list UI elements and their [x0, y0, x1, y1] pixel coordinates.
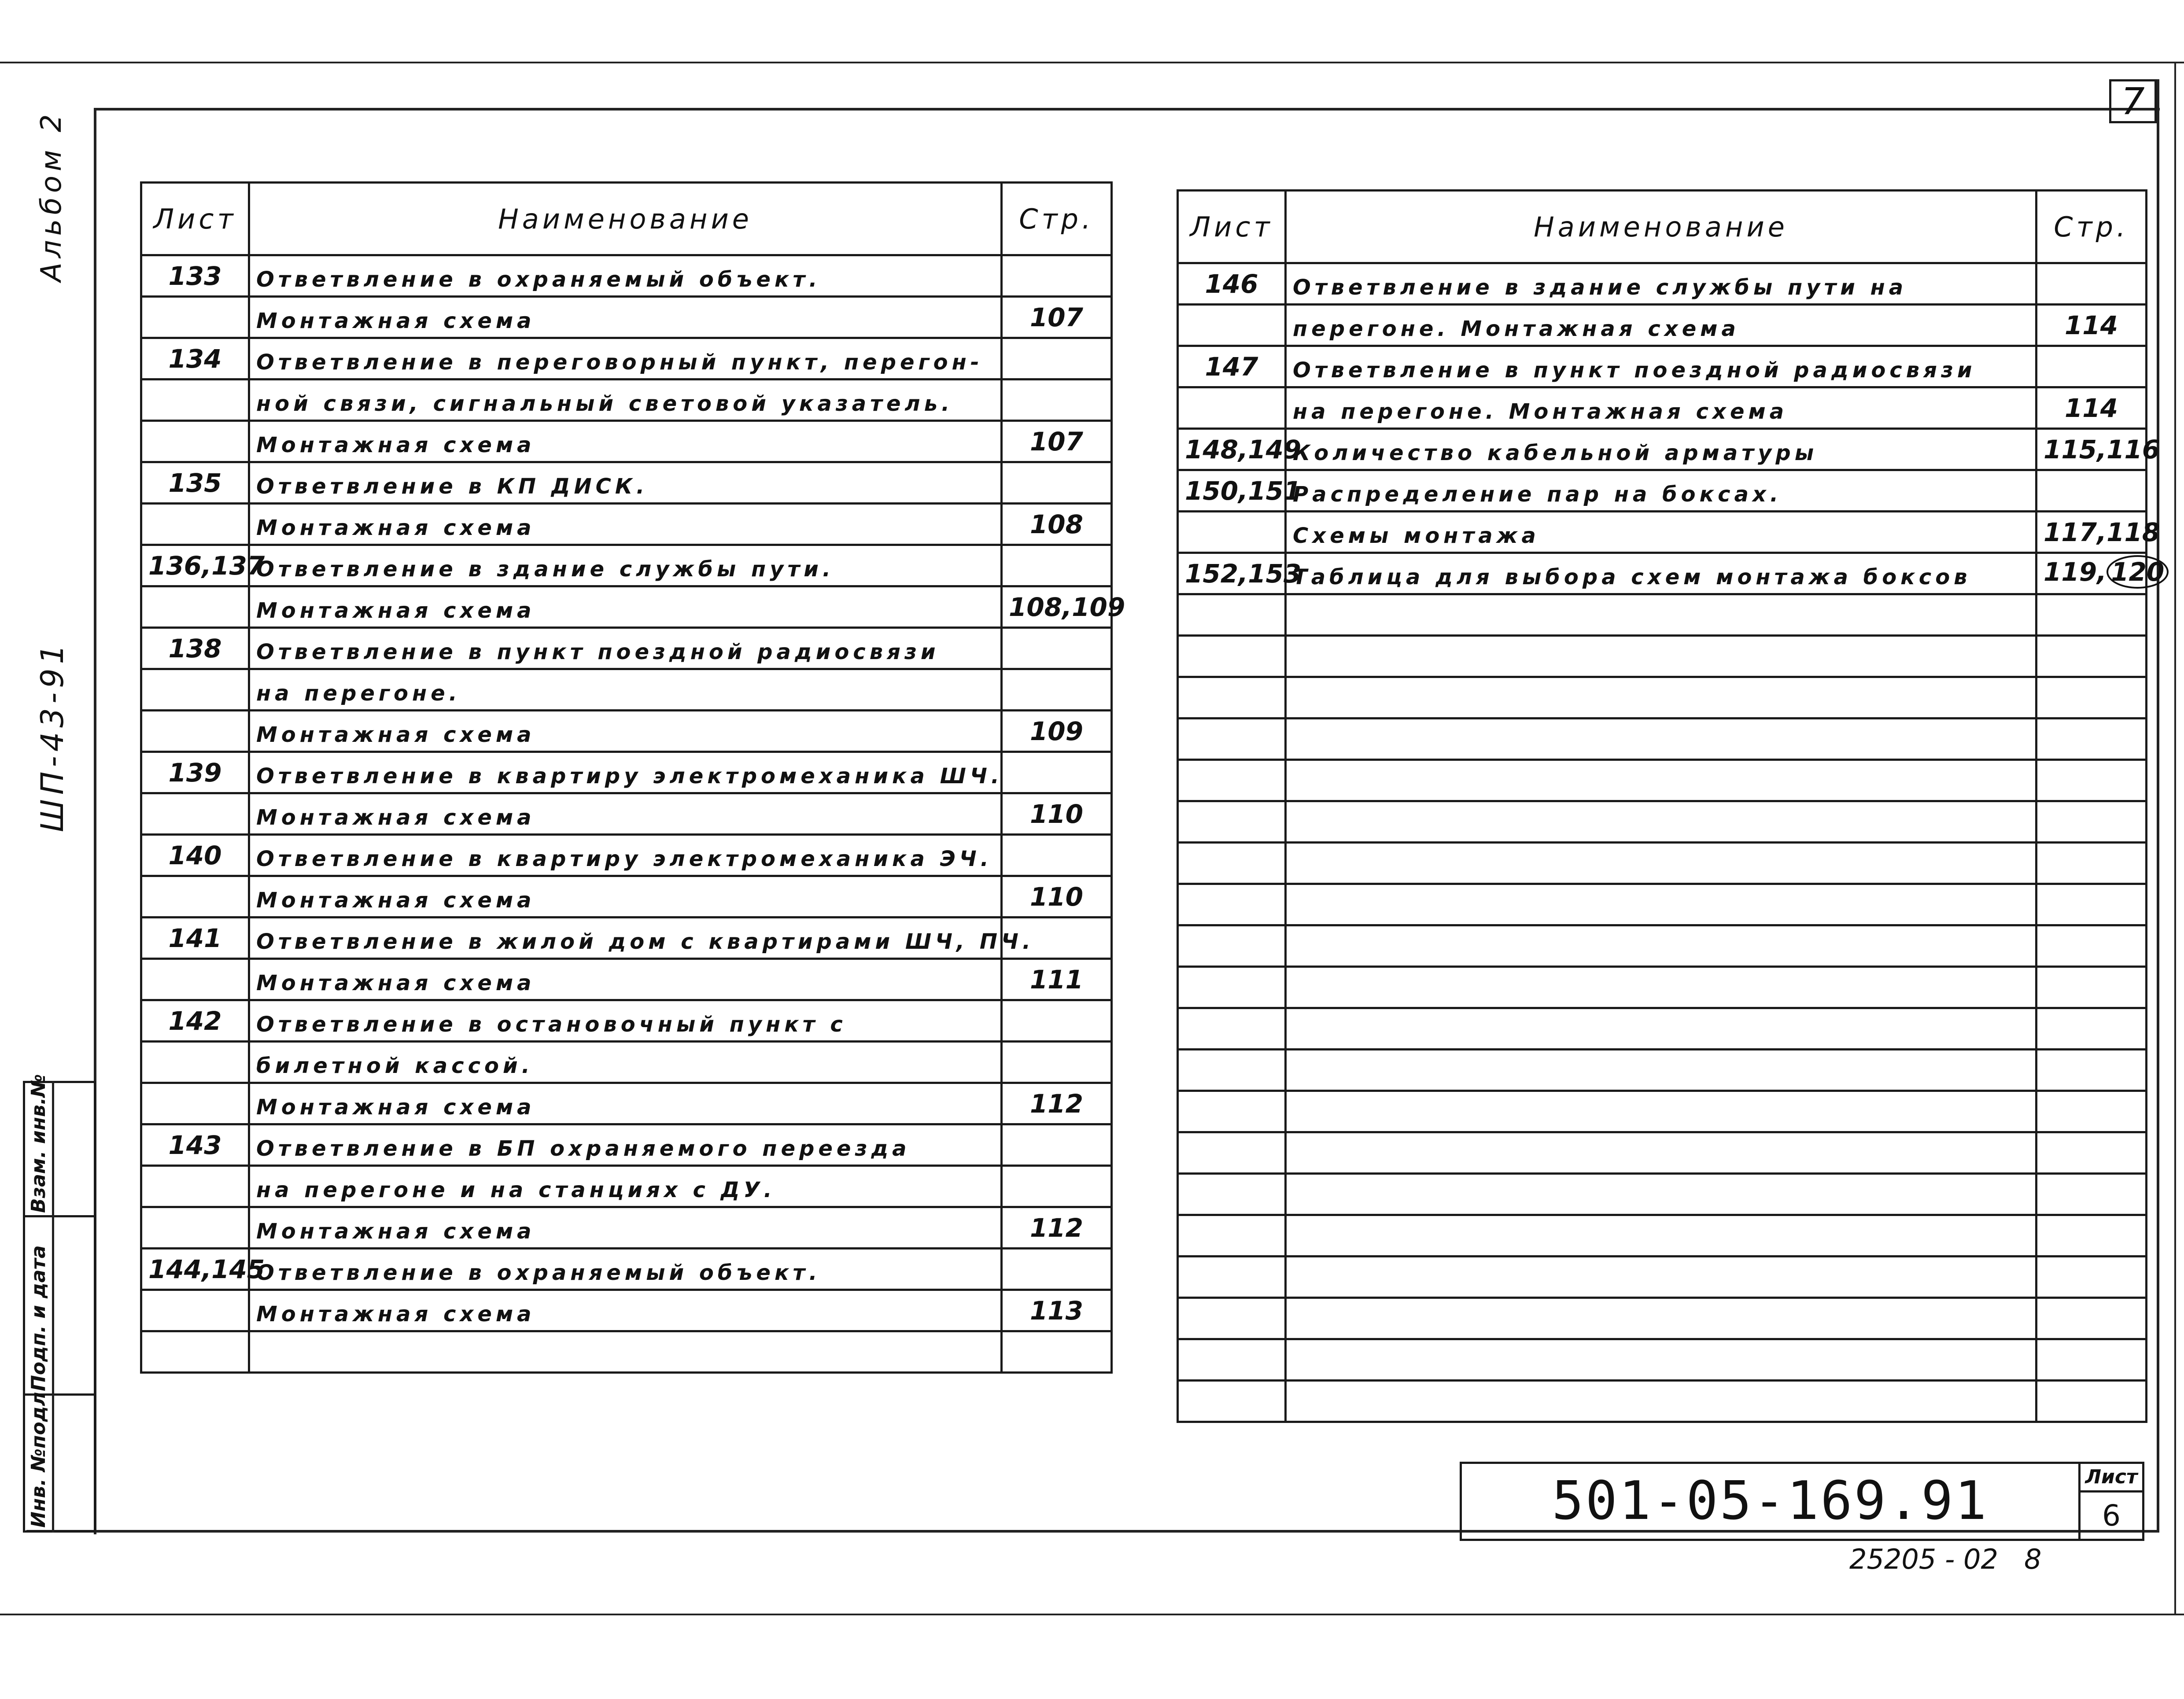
table-row: [141, 504, 1112, 545]
row-sheet-number: [1178, 1215, 1286, 1257]
row-page-value: 107: [1029, 427, 1084, 457]
row-page: [2036, 594, 2147, 636]
table-row: [141, 959, 1112, 1000]
row-sheet-number: [1178, 1050, 1286, 1091]
row-sheet-number: 146: [1178, 263, 1286, 305]
row-page: [1002, 1331, 1112, 1373]
row-title: [1286, 1215, 2036, 1257]
row-title: [1286, 636, 2036, 677]
row-page: [2036, 512, 2160, 553]
row-page-value: 112: [1029, 1213, 1084, 1243]
row-sheet-number: [1178, 1381, 1286, 1422]
table-row: [1178, 429, 2147, 470]
left-contents-table: [140, 181, 1125, 1374]
sheet-top-edge: [0, 62, 2184, 63]
table-row: [141, 711, 1112, 752]
table-row: [1178, 719, 2147, 760]
row-sheet-number: [1178, 1339, 1286, 1381]
row-page-value: 108,109: [1009, 592, 1125, 622]
row-sheet-number: [1178, 719, 1286, 760]
row-title: Распределение пар на боксах.: [1286, 470, 2036, 512]
table-row: [1178, 760, 2147, 801]
row-sheet-number: 150,151: [1178, 470, 1286, 512]
row-title: Монтажная схема: [249, 297, 1002, 338]
row-title: Ответвление в КП ДИСК.: [249, 462, 1002, 504]
row-sheet-number: [1178, 1298, 1286, 1339]
table-row: [141, 586, 1112, 628]
table-row: [1178, 387, 2147, 429]
row-sheet-number: 148,149: [1178, 429, 1286, 470]
row-sheet-number: [1178, 1257, 1286, 1298]
row-page: [1002, 1207, 1112, 1249]
row-sheet-number: 143: [141, 1124, 249, 1166]
table-row: [1178, 1257, 2147, 1298]
row-page-value: 108: [1029, 509, 1084, 539]
table-row: [141, 1166, 1112, 1207]
row-sheet-number: [141, 669, 249, 711]
row-sheet-number: [1178, 760, 1286, 801]
row-page: [2036, 760, 2147, 801]
table-row: [141, 1000, 1112, 1042]
row-page: [2036, 884, 2147, 925]
row-page: [1002, 628, 1112, 669]
corner-number-box: [2109, 79, 2157, 123]
row-title: Монтажная схема: [249, 504, 1002, 545]
table-row: [1178, 1132, 2147, 1174]
table-row: [1178, 925, 2147, 967]
row-page: [2036, 843, 2147, 884]
row-title: Количество кабельной арматуры: [1286, 429, 2036, 470]
title-block-sheet-number-cell: [2078, 1490, 2144, 1541]
row-sheet-number: [1178, 305, 1286, 346]
table-row: [1178, 1091, 2147, 1132]
table-row: [141, 297, 1112, 338]
row-page: [2036, 1091, 2147, 1132]
row-sheet-number: [141, 421, 249, 462]
row-page: [1002, 545, 1112, 586]
row-sheet-number: [1178, 636, 1286, 677]
row-title: [1286, 925, 2036, 967]
table-row: [141, 793, 1112, 835]
row-page: [2036, 346, 2147, 387]
table-row: [1178, 801, 2147, 843]
row-title: [1286, 1298, 2036, 1339]
header-sheet: Лист: [1178, 191, 1286, 263]
row-title: Ответвление в охраняемый объект.: [249, 255, 1002, 297]
table-row: [1178, 553, 2147, 594]
row-page: [1002, 1083, 1112, 1124]
row-sheet-number: [141, 297, 249, 338]
table-row: [141, 1331, 1112, 1373]
row-sheet-number: [1178, 1174, 1286, 1215]
footer-archive-number: 25205 - 02 8: [1849, 1543, 2042, 1575]
table-row: [141, 876, 1112, 918]
side-label-inv-orig: Инв. №подл: [27, 1392, 50, 1528]
table-row: [1178, 346, 2147, 387]
row-title: на перегоне. Монтажная схема: [1286, 387, 2036, 429]
row-page: [2036, 1381, 2147, 1422]
side-label-replace-inv: Взам. инв.№: [27, 1074, 50, 1213]
row-title: перегоне. Монтажная схема: [1286, 305, 2036, 346]
table-row: [141, 1124, 1112, 1166]
row-page: [1002, 793, 1112, 835]
row-title: Ответвление в переговорный пункт, перегон-: [249, 338, 1002, 380]
row-page-value: 114: [2064, 310, 2118, 340]
row-page: [2036, 719, 2147, 760]
table-row: [141, 421, 1112, 462]
row-sheet-number: [1178, 843, 1286, 884]
table-row: [1178, 1339, 2147, 1381]
row-title: Монтажная схема: [249, 586, 1002, 628]
row-page: [1002, 1124, 1112, 1166]
row-sheet-number: [1178, 387, 1286, 429]
row-page: [2036, 1339, 2147, 1381]
row-sheet-number: 135: [141, 462, 249, 504]
row-title: Ответвление в БП охраняемого переезда: [249, 1124, 1002, 1166]
row-page-value: 113: [1029, 1296, 1084, 1326]
row-page: [1002, 959, 1112, 1000]
row-title: [1286, 594, 2036, 636]
table-row: [1178, 677, 2147, 719]
row-page: [1002, 255, 1112, 297]
row-title: [1286, 801, 2036, 843]
row-sheet-number: [141, 711, 249, 752]
row-page: [1002, 380, 1112, 421]
row-title: [1286, 1339, 2036, 1381]
album-label: Альбом 2: [35, 110, 68, 282]
row-sheet-number: 147: [1178, 346, 1286, 387]
table-row: [1178, 512, 2147, 553]
row-sheet-number: [141, 504, 249, 545]
row-page-circled-value: 120: [2107, 555, 2169, 589]
header-page: Стр.: [2036, 191, 2147, 263]
row-title: Ответвление в жилой дом с квартирами ШЧ, ПЧ.: [249, 918, 1002, 959]
row-page: [2036, 387, 2147, 429]
table-row: [141, 669, 1112, 711]
row-title: [1286, 1132, 2036, 1174]
table-row: [1178, 1298, 2147, 1339]
table-row: [141, 628, 1112, 669]
row-title: [1286, 1050, 2036, 1091]
row-title: [1286, 1257, 2036, 1298]
table-row: [141, 545, 1112, 586]
row-title: Ответвление в пункт поездной радиосвязи: [1286, 346, 2036, 387]
row-title: [1286, 967, 2036, 1008]
row-page: [1002, 1290, 1112, 1331]
row-page: [1002, 835, 1112, 876]
row-title: Монтажная схема: [249, 876, 1002, 918]
row-title: [1286, 843, 2036, 884]
row-sheet-number: [1178, 925, 1286, 967]
table-row: [141, 918, 1112, 959]
row-page: [1002, 1000, 1112, 1042]
row-sheet-number: 133: [141, 255, 249, 297]
row-title: Схемы монтажа: [1286, 512, 2036, 553]
row-sheet-number: 136,137: [141, 545, 249, 586]
row-page: [1002, 669, 1112, 711]
title-block-code-cell: [1460, 1462, 2081, 1541]
table-row: [141, 1249, 1112, 1290]
row-page: [1002, 421, 1112, 462]
table-row: [141, 255, 1112, 297]
row-title: [1286, 1174, 2036, 1215]
row-title: Ответвление в квартиру электромеханика ЭЧ.: [249, 835, 1002, 876]
row-sheet-number: 142: [141, 1000, 249, 1042]
row-sheet-number: [141, 1166, 249, 1207]
table-row: [1178, 1381, 2147, 1422]
row-sheet-number: 140: [141, 835, 249, 876]
table-row: [141, 338, 1112, 380]
table-row: [1178, 305, 2147, 346]
row-sheet-number: [1178, 1008, 1286, 1050]
sheet-right-edge: [2174, 62, 2176, 1615]
row-page: [1002, 504, 1112, 545]
row-page: [1002, 338, 1112, 380]
row-page-value: 109: [1029, 716, 1084, 746]
row-page: [2036, 1215, 2147, 1257]
row-page: [1002, 1042, 1112, 1083]
row-title: [1286, 1381, 2036, 1422]
row-page-value: 110: [1029, 799, 1084, 829]
row-page: [2036, 967, 2147, 1008]
table-row: [141, 462, 1112, 504]
row-title: [1286, 884, 2036, 925]
row-sheet-number: [141, 380, 249, 421]
header-name: Наименование: [249, 183, 1002, 255]
header-page: Стр.: [1002, 183, 1112, 255]
row-title: Таблица для выбора схем монтажа боксов: [1286, 553, 2036, 594]
frame-right: [2157, 79, 2159, 1532]
row-title: Монтажная схема: [249, 959, 1002, 1000]
row-sheet-number: [1178, 967, 1286, 1008]
row-page: [2036, 677, 2147, 719]
table-row: [141, 1290, 1112, 1331]
row-page: [2036, 1174, 2147, 1215]
table-row: [141, 752, 1112, 793]
row-sheet-number: [1178, 801, 1286, 843]
row-sheet-number: [1178, 677, 1286, 719]
table-row: [141, 835, 1112, 876]
row-page: [1002, 1166, 1112, 1207]
row-page: [2036, 1132, 2147, 1174]
row-sheet-number: [141, 1290, 249, 1331]
table-row: [141, 1207, 1112, 1249]
row-title: [1286, 1091, 2036, 1132]
row-title: [249, 1331, 1002, 1373]
row-title: Ответвление в здание службы пути на: [1286, 263, 2036, 305]
table-row: [141, 1083, 1112, 1124]
row-page: [2036, 925, 2147, 967]
row-sheet-number: [141, 793, 249, 835]
row-page-value: 107: [1029, 302, 1084, 332]
row-page: [2036, 636, 2147, 677]
row-page-value: 114: [2064, 393, 2118, 423]
row-title: Монтажная схема: [249, 711, 1002, 752]
row-title: [1286, 677, 2036, 719]
row-title: Монтажная схема: [249, 1290, 1002, 1331]
right-contents-table: [1177, 189, 2165, 1423]
row-page-value: 117,118: [2044, 517, 2160, 547]
row-page-value: 110: [1029, 882, 1084, 912]
row-page: [2036, 1298, 2147, 1339]
row-title: ной связи, сигнальный световой указатель.: [249, 380, 1002, 421]
row-sheet-number: 141: [141, 918, 249, 959]
row-title: билетной кассой.: [249, 1042, 1002, 1083]
sheet-number: 6: [2102, 1499, 2121, 1533]
row-page-value: 119,: [2044, 557, 2107, 587]
row-title: Монтажная схема: [249, 421, 1002, 462]
sheet-label: Лист: [2085, 1466, 2138, 1488]
row-title: на перегоне и на станциях с ДУ.: [249, 1166, 1002, 1207]
row-title: Ответвление в пункт поездной радиосвязи: [249, 628, 1002, 669]
row-page: [2036, 553, 2165, 594]
table-row: [1178, 1008, 2147, 1050]
row-sheet-number: [1178, 1091, 1286, 1132]
table-row: [1178, 1215, 2147, 1257]
row-page: [1002, 876, 1112, 918]
row-title: Ответвление в квартиру электромеханика ШЧ.: [249, 752, 1002, 793]
row-page-value: 115,116: [2044, 435, 2160, 464]
row-title: Монтажная схема: [249, 793, 1002, 835]
table-row: [1178, 1050, 2147, 1091]
table-row: [141, 1042, 1112, 1083]
title-block-sheet-label-cell: [2078, 1462, 2144, 1493]
table-row: [141, 380, 1112, 421]
row-sheet-number: 138: [141, 628, 249, 669]
row-title: [1286, 760, 2036, 801]
table-row: [1178, 843, 2147, 884]
row-title: Ответвление в остановочный пункт с: [249, 1000, 1002, 1042]
table-row: [1178, 884, 2147, 925]
row-title: [1286, 1008, 2036, 1050]
row-title: [1286, 719, 2036, 760]
table-row: [1178, 263, 2147, 305]
row-page: [2036, 470, 2147, 512]
row-page: [2036, 263, 2147, 305]
row-title: Ответвление в охраняемый объект.: [249, 1249, 1002, 1290]
row-title: Монтажная схема: [249, 1207, 1002, 1249]
row-page: [1002, 586, 1125, 628]
table-row: [1178, 1174, 2147, 1215]
row-title: на перегоне.: [249, 669, 1002, 711]
row-page-value: 112: [1029, 1089, 1084, 1119]
row-sheet-number: [1178, 594, 1286, 636]
row-sheet-number: [141, 876, 249, 918]
frame-top: [95, 108, 2160, 111]
row-page-value: 111: [1029, 965, 1084, 995]
row-title: Ответвление в здание службы пути.: [249, 545, 1002, 586]
row-sheet-number: [1178, 1132, 1286, 1174]
row-page: [2036, 429, 2160, 470]
row-page: [1002, 1249, 1112, 1290]
row-sheet-number: [141, 586, 249, 628]
header-name: Наименование: [1286, 191, 2036, 263]
row-page: [1002, 462, 1112, 504]
row-sheet-number: 144,145: [141, 1249, 249, 1290]
table-row: [1178, 636, 2147, 677]
row-sheet-number: 152,153: [1178, 553, 1286, 594]
sheet-bottom-edge: [0, 1614, 2184, 1615]
row-sheet-number: [141, 1083, 249, 1124]
row-sheet-number: 139: [141, 752, 249, 793]
row-sheet-number: [141, 959, 249, 1000]
row-page: [1002, 297, 1112, 338]
row-page: [1002, 752, 1112, 793]
row-sheet-number: 134: [141, 338, 249, 380]
table-row: [1178, 967, 2147, 1008]
row-page: [1002, 711, 1112, 752]
row-sheet-number: [141, 1042, 249, 1083]
table-row: [1178, 470, 2147, 512]
project-code-margin: ШП-43-91: [34, 640, 70, 832]
row-page: [2036, 305, 2147, 346]
row-page: [2036, 1008, 2147, 1050]
side-label-sign-date: Подп. и дата: [27, 1245, 50, 1391]
header-sheet: Лист: [141, 183, 249, 255]
corner-number: 7: [2121, 80, 2145, 123]
row-sheet-number: [1178, 512, 1286, 553]
row-sheet-number: [1178, 884, 1286, 925]
document-code: 501-05-169.91: [1552, 1471, 1988, 1532]
row-page: [2036, 1257, 2147, 1298]
side-stamp-divider: [52, 1081, 54, 1533]
row-page: [2036, 1050, 2147, 1091]
row-page: [2036, 801, 2147, 843]
row-sheet-number: [141, 1331, 249, 1373]
table-row: [1178, 594, 2147, 636]
row-title: Монтажная схема: [249, 1083, 1002, 1124]
row-sheet-number: [141, 1207, 249, 1249]
